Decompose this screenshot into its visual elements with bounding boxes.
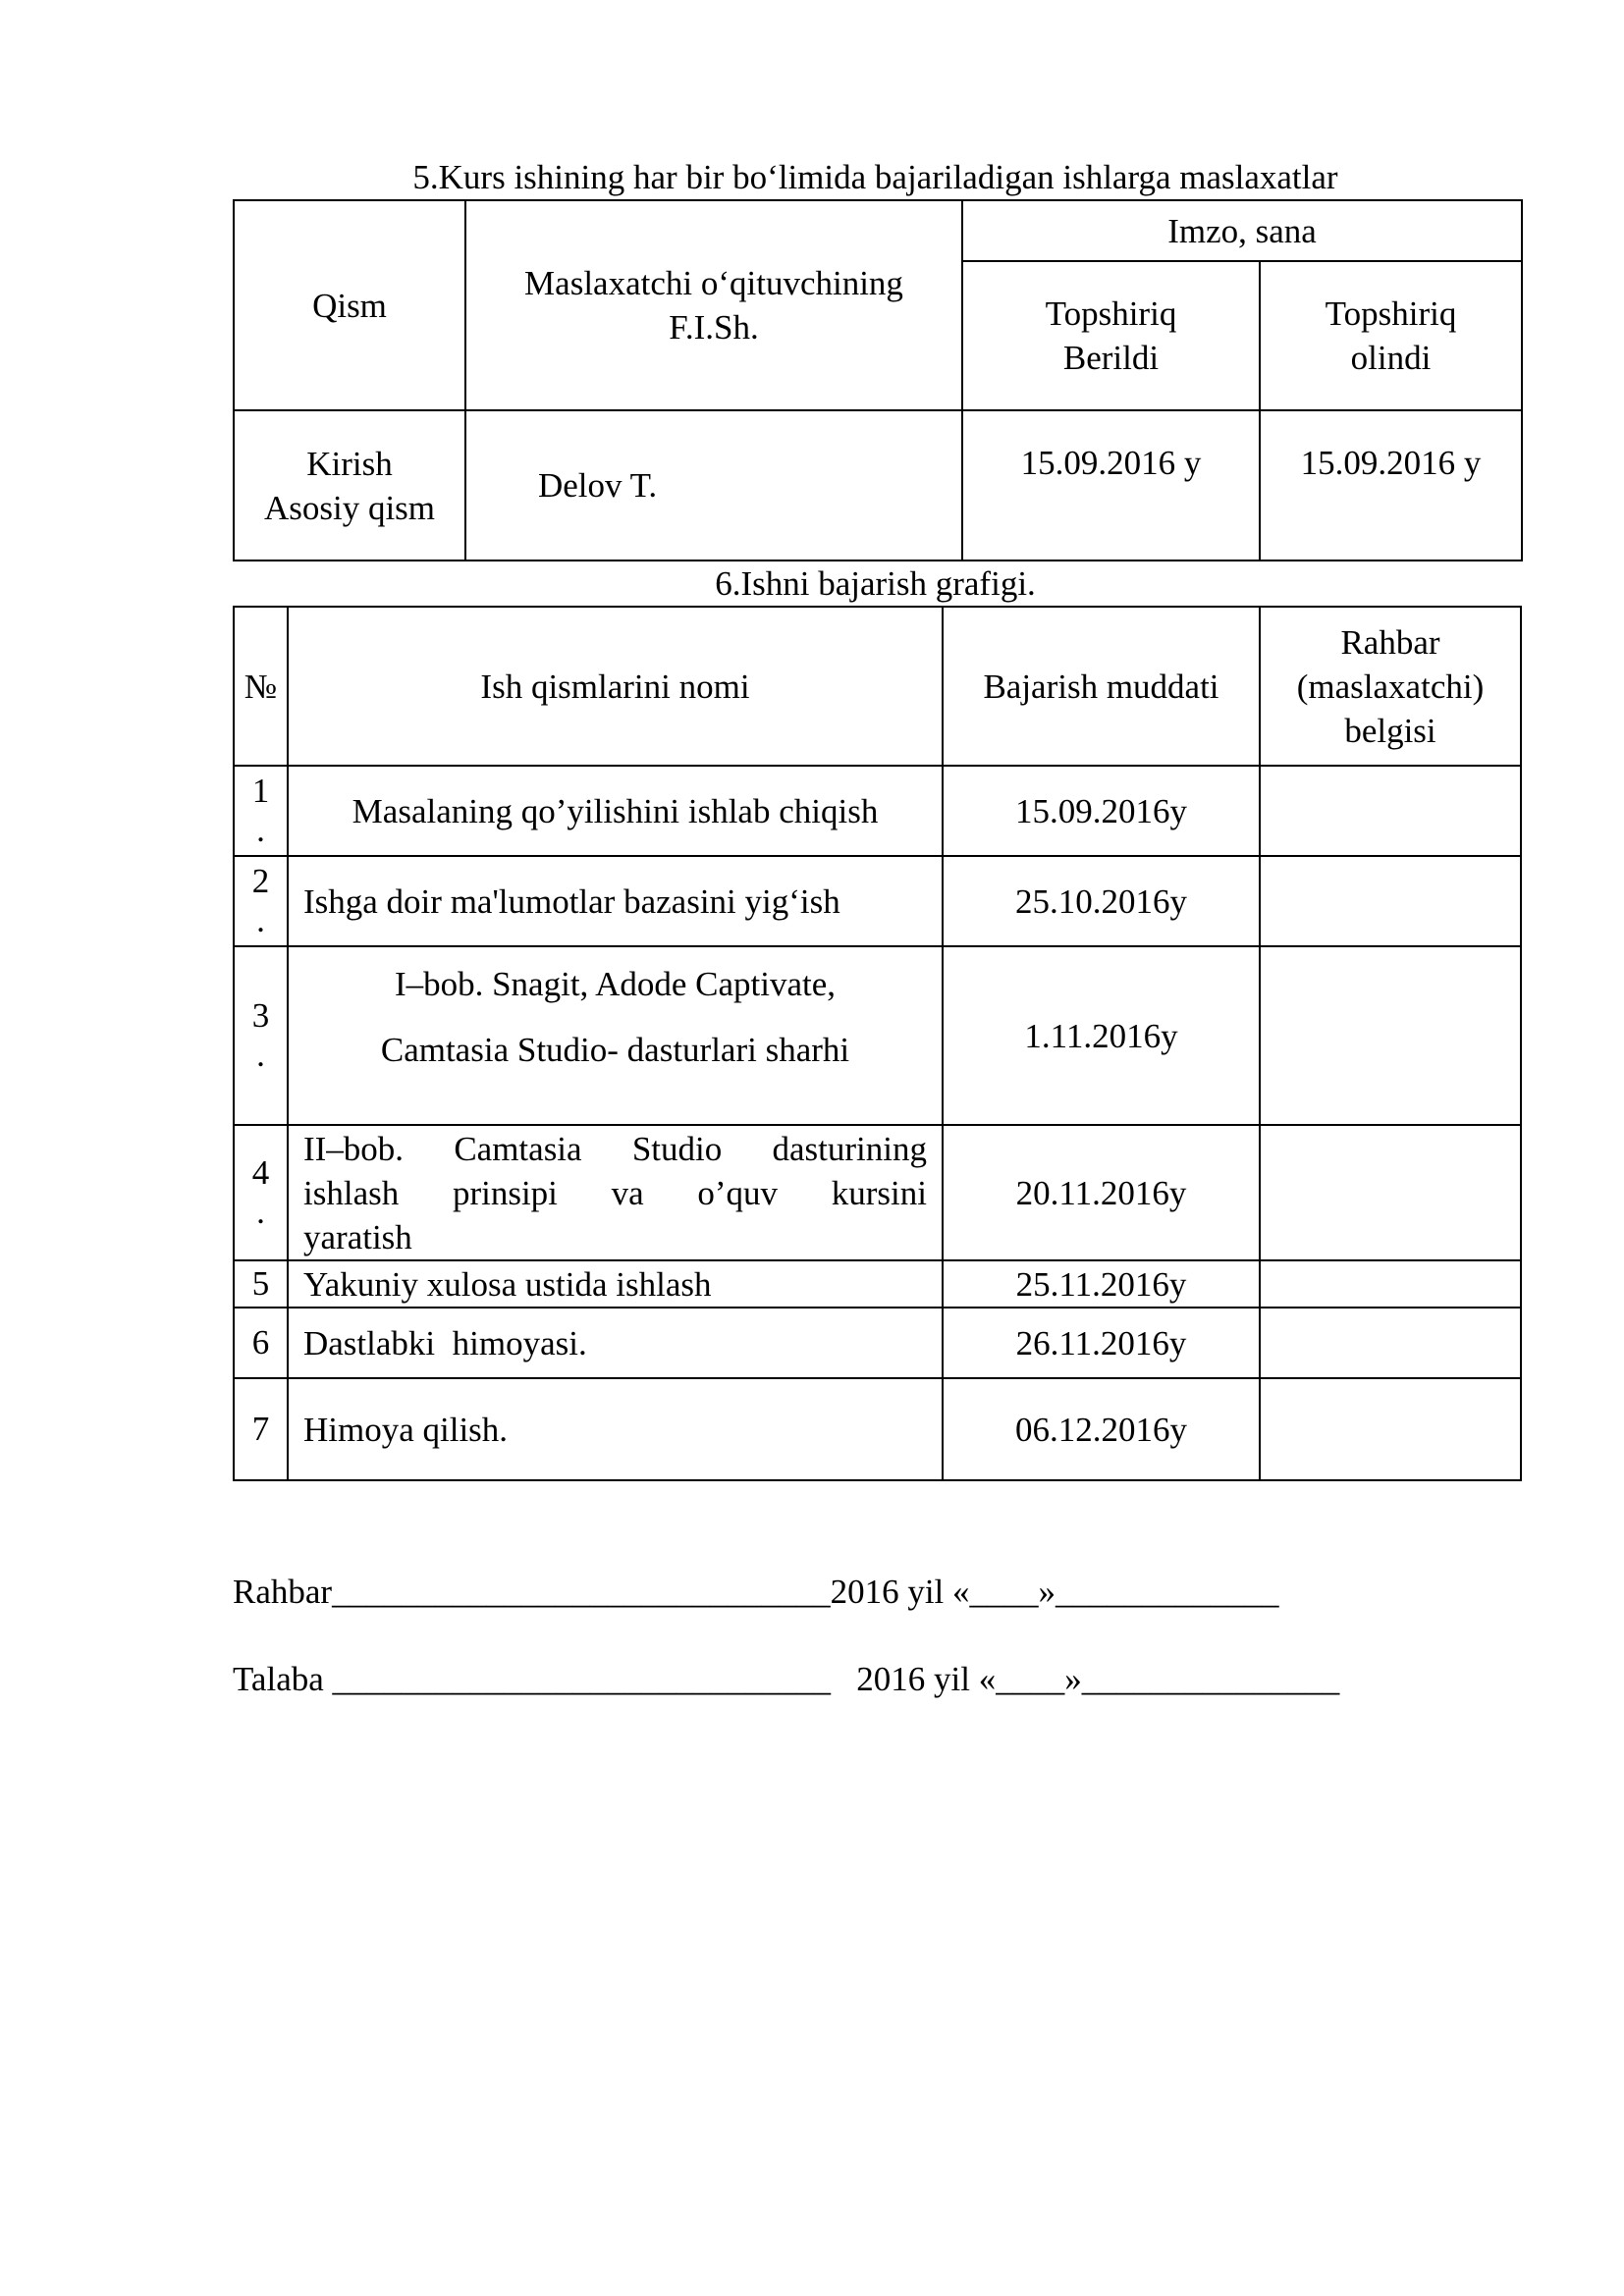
table-row [234,1260,1521,1308]
row-number: 6 [234,1308,288,1378]
work-name: Masalaning qo’yilishini ishlab chiqish [288,766,943,856]
student-signature-line: Talaba _____________________________ 2016 yil «____»_______________ [233,1660,1340,1698]
deadline: 26.11.2016y [943,1308,1260,1378]
section6-title: 6.Ishni bajarish grafigi. [715,564,1036,603]
supervisor-sign [1260,1260,1521,1308]
supervisor-sign [1260,766,1521,856]
table-row [234,1308,1521,1378]
task-received-date: 15.09.2016 y [1260,410,1522,561]
deadline: 25.11.2016y [943,1260,1260,1308]
supervisor-sign [1260,1125,1521,1260]
row-number: 7 [234,1378,288,1480]
table-row [234,946,1521,1125]
deadline: 15.09.2016y [943,766,1260,856]
deadline: 06.12.2016y [943,1378,1260,1480]
teacher-header: Maslaxatchi o‘qituvchining F.I.Sh. [465,200,962,410]
task-given-date: 15.09.2016 y [962,410,1260,561]
deadline: 25.10.2016y [943,856,1260,946]
work-name: I–bob. Snagit, Adode Captivate, Camtasia Studio- dasturlari sharhi [288,946,943,1125]
section5-title: 5.Kurs ishining har bir bo‘limida bajariladigan ishlarga maslaxatlar [412,158,1338,196]
row-number: 5 [234,1260,288,1308]
qism-cell: Kirish Asosiy qism [234,410,465,561]
table-row [234,1125,1521,1260]
table-row [234,766,1521,856]
work-name: Himoya qilish. [288,1378,943,1480]
task-given-header: Topshiriq Berildi [962,261,1260,410]
task-received-header: Topshiriq olindi [1260,261,1522,410]
supervisor-sign [1260,1308,1521,1378]
work-name: Yakuniy xulosa ustida ishlash [288,1260,943,1308]
row-number: 4 . [234,1125,288,1260]
supervisor-sign [1260,1378,1521,1480]
supervisor-sign [1260,856,1521,946]
row-number: 1 . [234,766,288,856]
row-number: 3 . [234,946,288,1125]
signature-date-header: Imzo, sana [962,200,1522,261]
row-number: 2 . [234,856,288,946]
deadline-header: Bajarish muddati [943,607,1260,766]
teacher-cell: Delov T. [465,410,962,561]
work-name: Ishga doir ma'lumotlar bazasini yig‘ish [288,856,943,946]
schedule-table [233,606,1522,1481]
table-row [234,1378,1521,1480]
qism-header: Qism [234,200,465,410]
consultation-header-row [234,200,1522,261]
deadline: 20.11.2016y [943,1125,1260,1260]
table-row [234,856,1521,946]
consultation-table [233,199,1523,561]
work-name-header: Ish qismlarini nomi [288,607,943,766]
supervisor-sign-header: Rahbar (maslaxatchi) belgisi [1260,607,1521,766]
schedule-header-row [234,607,1521,766]
consultation-row [234,410,1522,561]
number-header: № [234,607,288,766]
work-name: Dastlabki himoyasi. [288,1308,943,1378]
supervisor-signature-line: Rahbar_____________________________2016 yil «____»_____________ [233,1573,1279,1611]
supervisor-sign [1260,946,1521,1125]
work-name: II–bob. Camtasia Studio dasturining ishlash prinsipi va o’quv kursini yaratish [288,1125,943,1260]
deadline: 1.11.2016y [943,946,1260,1125]
